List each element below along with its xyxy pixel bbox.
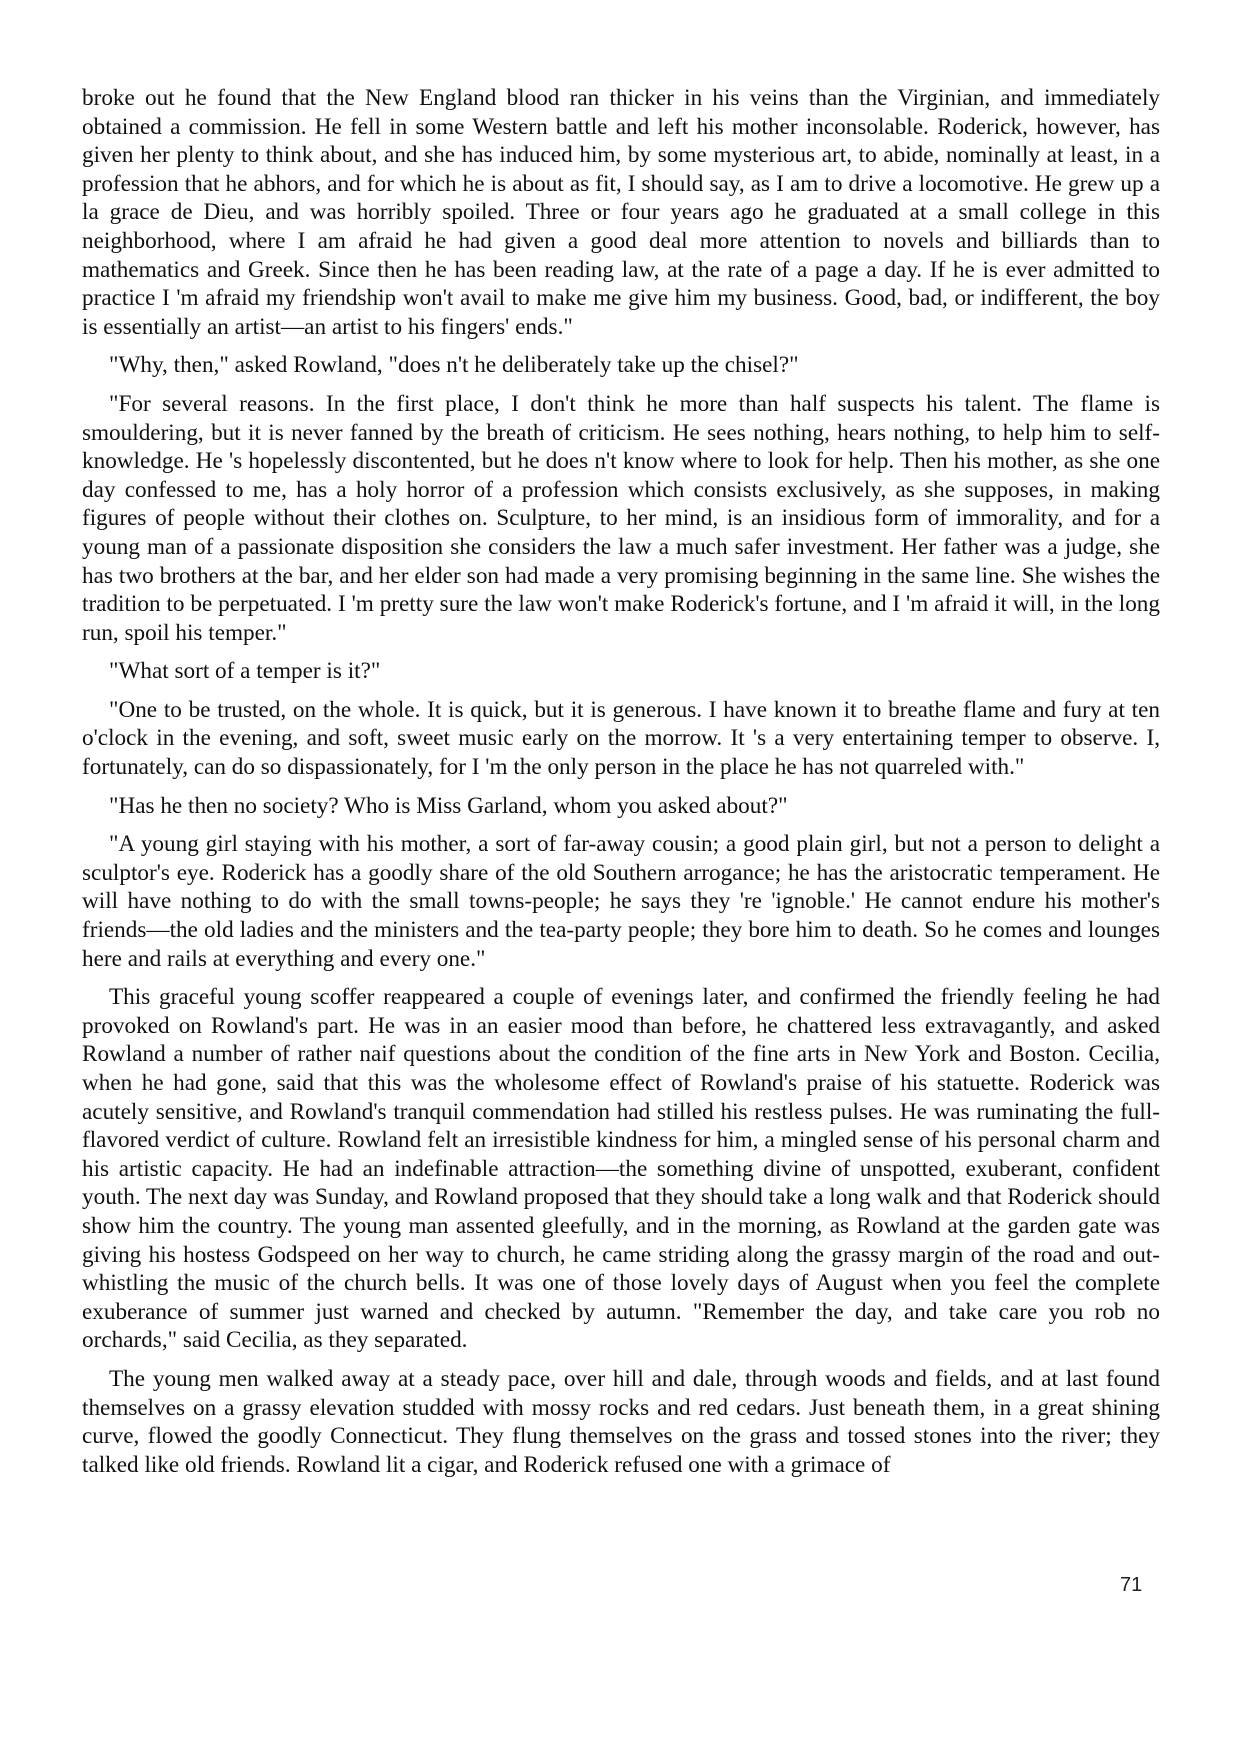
paragraph-1: broke out he found that the New England blood ran thicker in his veins than the Virginian, and immediately obtained a commission. He fell in some Western battle and left his mother inconsolable. Roderick, however, has given her plenty to think about, and she has induced him, by some mysterious art, to abide, nominally at least, in a profession that he abhors, and for which he is about as fit, I should say, as I am to drive a locomotive. He grew up a la grace de Dieu, and was horribly spoiled. Three or four years ago he graduated at a small college in this neighborhood, where I am afraid he had given a good deal more attention to novels and billiards than to mathematics and Greek. Since then he has been reading law, at the rate of a page a day. If he is ever admitted to practice I 'm afraid my friendship won't avail to make me give him my business. Good, bad, or indifferent, the boy is essentially an artist—an artist to his fingers' ends." <box>82 85 1160 340</box>
page-body <box>82 84 1160 1489</box>
paragraph-2: "Why, then," asked Rowland, "does n't he deliberately take up the chisel?" <box>109 352 799 379</box>
paragraph-6: "Has he then no society? Who is Miss Garland, whom you asked about?" <box>109 792 788 819</box>
paragraph-8: This graceful young scoffer reappeared a couple of evenings later, and confirmed the friendly feeling he had provoked on Rowland's part. He was in an easier mood than before, he chattered less extravagantly, and asked Rowland a number of rather naif questions about the condition of the fine arts in New York and Boston. Cecilia, when he had gone, said that this was the wholesome effect of Rowland's praise of his statuette. Roderick was acutely sensitive, and Rowland's tranquil commendation had stilled his restless pulses. He was ruminating the full-flavored verdict of culture. Rowland felt an irresistible kindness for him, a mingled sense of his personal charm and his artistic capacity. He had an indefinable attraction—the something divine of unspotted, exuberant, confident youth. The next day was Sunday, and Rowland proposed that they should take a long walk and that Roderick should show him the country. The young man assented gleefully, and in the morning, as Rowland at the garden gate was giving his hostess Godspeed on her way to church, he came striding along the grassy margin of the road and out-whistling the music of the church bells. It was one of those lovely days of August when you feel the complete exuberance of summer just warned and checked by autumn. "Remember the day, and take care you rob no orchards," said Cecilia, as they separated. <box>82 984 1160 1354</box>
paragraph-9: The young men walked away at a steady pace, over hill and dale, through woods and fields, and at last found themselves on a grassy elevation studded with mossy rocks and red cedars. Just beneath them, in a great shining curve, flowed the goodly Connecticut. They flung themselves on the grass and tossed stones into the river; they talked like old friends. Rowland lit a cigar, and Roderick refused one with a grimace of <box>82 1365 1160 1478</box>
paragraph-7: "A young girl staying with his mother, a sort of far-away cousin; a good plain girl, but not a person to delight a sculptor's eye. Roderick has a goodly share of the old Southern arrogance; he has the aristocratic temperament. He will have nothing to do with the small towns-people; he says they 're 'ignoble.' He cannot endure his mother's friends—the old ladies and the ministers and the tea-party people; they bore him to death. So he comes and lounges here and rails at everything and every one." <box>82 831 1160 972</box>
paragraph-4: "What sort of a temper is it?" <box>109 658 381 685</box>
page-number: 71 <box>1120 1574 1143 1596</box>
paragraph-5: "One to be trusted, on the whole. It is quick, but it is generous. I have known it to breathe flame and fury at ten o'clock in the evening, and soft, sweet music early on the morrow. It 's a very entertaining temper to observe. I, fortunately, can do so dispassionately, for I 'm the only person in the place he has not quarreled with." <box>82 696 1160 781</box>
paragraph-3: "For several reasons. In the first place, I don't think he more than half suspects his talent. The flame is smouldering, but it is never fanned by the breath of criticism. He sees nothing, hears nothing, to help him to self-knowledge. He 's hopelessly discontented, but he does n't know where to look for help. Then his mother, as she one day confessed to me, has a holy horror of a profession which consists exclusively, as she supposes, in making figures of people without their clothes on. Sculpture, to her mind, is an insidious form of immorality, and for a young man of a passionate disposition she considers the law a much safer investment. Her father was a judge, she has two brothers at the bar, and her elder son had made a very promising beginning in the same line. She wishes the tradition to be perpetuated. I 'm pretty sure the law won't make Roderick's fortune, and I 'm afraid it will, in the long run, spoil his temper." <box>82 390 1160 646</box>
